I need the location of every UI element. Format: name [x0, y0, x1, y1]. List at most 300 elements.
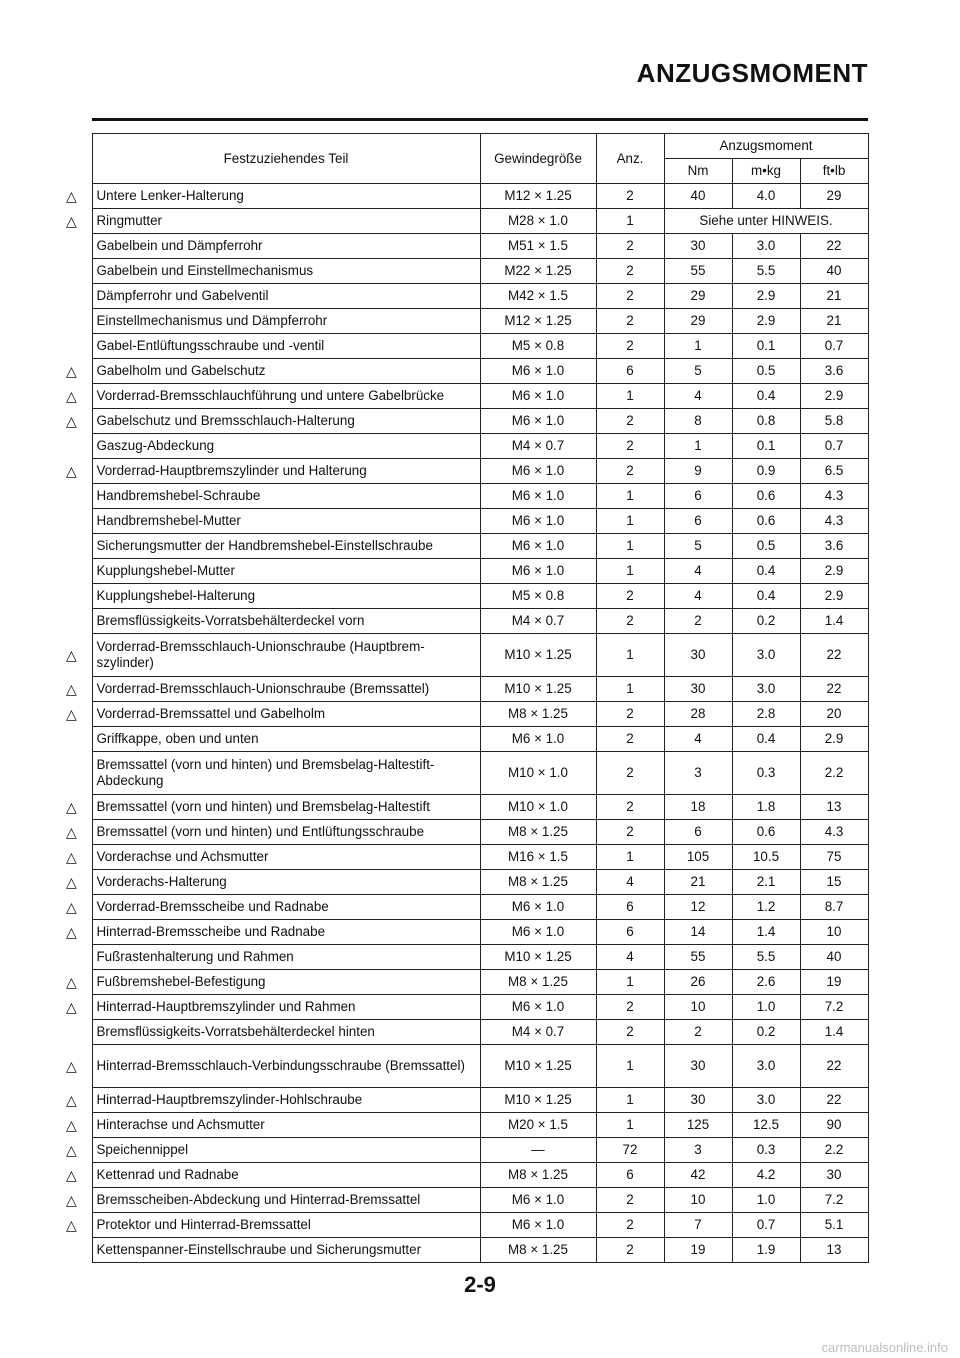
nm-cell: 30: [664, 634, 732, 677]
mkg-cell: 0.1: [732, 434, 800, 459]
mkg-cell: 0.4: [732, 559, 800, 584]
warning-triangle-icon: [62, 509, 92, 534]
thread-cell: M6 × 1.0: [480, 995, 596, 1020]
title-rule: [92, 118, 868, 121]
nm-cell: 28: [664, 702, 732, 727]
ftlb-cell: 2.2: [800, 1138, 868, 1163]
part-cell: Handbremshebel-Schraube: [92, 484, 480, 509]
ftlb-cell: 0.7: [800, 434, 868, 459]
ftlb-cell: 8.7: [800, 895, 868, 920]
mkg-cell: 5.5: [732, 259, 800, 284]
warning-triangle-icon: [62, 609, 92, 634]
warning-triangle-icon: [62, 484, 92, 509]
warning-triangle-icon: [62, 559, 92, 584]
table-row: [62, 677, 868, 702]
thread-cell: M10 × 1.0: [480, 752, 596, 795]
table-row: [62, 359, 868, 384]
nm-cell: 29: [664, 284, 732, 309]
part-cell: Gabelholm und Gabelschutz: [92, 359, 480, 384]
qty-cell: 2: [596, 459, 664, 484]
qty-cell: 2: [596, 995, 664, 1020]
mkg-cell: 12.5: [732, 1113, 800, 1138]
part-cell: Speichennippel: [92, 1138, 480, 1163]
nm-cell: 1: [664, 334, 732, 359]
ftlb-cell: 21: [800, 284, 868, 309]
part-column-header: Festzuziehendes Teil: [92, 134, 480, 184]
part-cell: Bremsflüssigkeits-Vorratsbehälterdeckel hinten: [92, 1020, 480, 1045]
table-row: [62, 820, 868, 845]
part-cell: Vorderrad-Bremsschlauch-Unionschraube (Bremssattel): [92, 677, 480, 702]
warning-triangle-icon: △: [66, 824, 77, 840]
table-row: [62, 970, 868, 995]
table-row: [62, 484, 868, 509]
ftlb-cell: 3.6: [800, 359, 868, 384]
qty-cell: 1: [596, 534, 664, 559]
part-cell: Vorderachse und Achsmutter: [92, 845, 480, 870]
mkg-cell: 0.4: [732, 727, 800, 752]
thread-cell: M10 × 1.0: [480, 795, 596, 820]
part-cell: Gabelschutz und Bremsschlauch-Halterung: [92, 409, 480, 434]
nm-cell: 2: [664, 1020, 732, 1045]
qty-cell: 2: [596, 1213, 664, 1238]
qty-cell: 1: [596, 970, 664, 995]
nm-cell: 4: [664, 384, 732, 409]
qty-cell: 2: [596, 727, 664, 752]
qty-cell: 72: [596, 1138, 664, 1163]
warning-triangle-icon: △: [66, 463, 77, 479]
ftlb-cell: 40: [800, 945, 868, 970]
mkg-cell: 4.0: [732, 184, 800, 209]
qty-cell: 1: [596, 559, 664, 584]
thread-cell: M10 × 1.25: [480, 945, 596, 970]
part-cell: Untere Lenker-Halterung: [92, 184, 480, 209]
ftlb-cell: 4.3: [800, 509, 868, 534]
qty-cell: 2: [596, 1188, 664, 1213]
table-row: [62, 870, 868, 895]
qty-cell: 6: [596, 1163, 664, 1188]
qty-cell: 6: [596, 895, 664, 920]
table-row: [62, 534, 868, 559]
ftlb-cell: 22: [800, 1088, 868, 1113]
torque-table: [62, 133, 869, 1263]
warning-triangle-icon: △: [66, 363, 77, 379]
nm-cell: 55: [664, 259, 732, 284]
thread-cell: M6 × 1.0: [480, 509, 596, 534]
thread-cell: M6 × 1.0: [480, 534, 596, 559]
mkg-column-header: m•kg: [732, 159, 800, 184]
warning-triangle-icon: [62, 727, 92, 752]
table-row: [62, 309, 868, 334]
part-cell: Einstellmechanismus und Dämpferrohr: [92, 309, 480, 334]
qty-cell: 1: [596, 509, 664, 534]
nm-cell: 3: [664, 752, 732, 795]
table-row: [62, 1238, 868, 1263]
table-row: [62, 795, 868, 820]
warning-triangle-icon: △: [66, 849, 77, 865]
thread-cell: M22 × 1.25: [480, 259, 596, 284]
ftlb-cell: 22: [800, 677, 868, 702]
mkg-cell: 0.2: [732, 1020, 800, 1045]
mkg-cell: 2.9: [732, 284, 800, 309]
qty-cell: 6: [596, 920, 664, 945]
qty-cell: 2: [596, 259, 664, 284]
nm-cell: 6: [664, 820, 732, 845]
thread-cell: M8 × 1.25: [480, 820, 596, 845]
qty-cell: 2: [596, 284, 664, 309]
qty-cell: 2: [596, 702, 664, 727]
table-row: [62, 1188, 868, 1213]
ftlb-cell: 5.1: [800, 1213, 868, 1238]
table-row: [62, 1113, 868, 1138]
thread-cell: M8 × 1.25: [480, 702, 596, 727]
warning-triangle-icon: [62, 1020, 92, 1045]
table-row: [62, 209, 868, 234]
ftlb-column-header: ft•lb: [800, 159, 868, 184]
part-cell: Dämpferrohr und Gabelventil: [92, 284, 480, 309]
warning-triangle-icon: △: [66, 1058, 77, 1074]
qty-cell: 6: [596, 359, 664, 384]
nm-cell: 30: [664, 677, 732, 702]
mkg-cell: 0.5: [732, 359, 800, 384]
part-cell: Handbremshebel-Mutter: [92, 509, 480, 534]
thread-cell: M6 × 1.0: [480, 459, 596, 484]
thread-cell: M8 × 1.25: [480, 970, 596, 995]
ftlb-cell: 15: [800, 870, 868, 895]
warning-triangle-icon: △: [66, 1167, 77, 1183]
warning-triangle-icon: [62, 334, 92, 359]
qty-cell: 1: [596, 1045, 664, 1088]
part-cell: Ringmutter: [92, 209, 480, 234]
ftlb-cell: 30: [800, 1163, 868, 1188]
qty-cell: 1: [596, 845, 664, 870]
warning-triangle-icon: [62, 434, 92, 459]
warning-triangle-icon: △: [66, 388, 77, 404]
warning-triangle-icon: △: [66, 1217, 77, 1233]
qty-cell: 2: [596, 434, 664, 459]
torque-column-header: Anzugsmoment: [664, 134, 868, 159]
qty-cell: 2: [596, 1238, 664, 1263]
qty-column-header: Anz.: [596, 134, 664, 184]
ftlb-cell: 22: [800, 234, 868, 259]
qty-cell: 1: [596, 677, 664, 702]
ftlb-cell: 5.8: [800, 409, 868, 434]
table-row: [62, 1213, 868, 1238]
warning-triangle-icon: [62, 259, 92, 284]
mkg-cell: 0.1: [732, 334, 800, 359]
part-cell: Vorderrad-Hauptbremszylinder und Halterung: [92, 459, 480, 484]
mkg-cell: 2.8: [732, 702, 800, 727]
table-row: [62, 995, 868, 1020]
mkg-cell: 0.2: [732, 609, 800, 634]
thread-cell: —: [480, 1138, 596, 1163]
mkg-cell: 3.0: [732, 634, 800, 677]
nm-cell: 19: [664, 1238, 732, 1263]
thread-cell: M6 × 1.0: [480, 895, 596, 920]
mkg-cell: 1.0: [732, 995, 800, 1020]
nm-cell: 1: [664, 434, 732, 459]
thread-cell: M42 × 1.5: [480, 284, 596, 309]
qty-cell: 1: [596, 384, 664, 409]
qty-cell: 1: [596, 1088, 664, 1113]
table-row: [62, 509, 868, 534]
table-row: [62, 459, 868, 484]
mark-header: [62, 134, 92, 184]
part-cell: Vorderrad-Bremsscheibe und Radnabe: [92, 895, 480, 920]
nm-cell: 10: [664, 1188, 732, 1213]
warning-triangle-icon: [62, 945, 92, 970]
mkg-cell: 2.1: [732, 870, 800, 895]
warning-triangle-icon: [62, 584, 92, 609]
mkg-cell: 0.8: [732, 409, 800, 434]
table-row: [62, 284, 868, 309]
nm-cell: 2: [664, 609, 732, 634]
thread-cell: M4 × 0.7: [480, 1020, 596, 1045]
nm-cell: 18: [664, 795, 732, 820]
table-row: [62, 334, 868, 359]
part-cell: Gabelbein und Dämpferrohr: [92, 234, 480, 259]
ftlb-cell: 2.9: [800, 584, 868, 609]
warning-triangle-icon: △: [66, 1192, 77, 1208]
mkg-cell: 0.3: [732, 752, 800, 795]
qty-cell: 2: [596, 820, 664, 845]
table-row: [62, 409, 868, 434]
warning-triangle-icon: △: [66, 1092, 77, 1108]
mkg-cell: 2.6: [732, 970, 800, 995]
thread-cell: M51 × 1.5: [480, 234, 596, 259]
nm-cell: 9: [664, 459, 732, 484]
warning-triangle-icon: △: [66, 874, 77, 890]
qty-cell: 2: [596, 409, 664, 434]
part-cell: Kettenrad und Radnabe: [92, 1163, 480, 1188]
ftlb-cell: 1.4: [800, 609, 868, 634]
part-cell: Bremssattel (vorn und hinten) und Bremsbelag-Haltestift: [92, 795, 480, 820]
thread-cell: M6 × 1.0: [480, 727, 596, 752]
mkg-cell: 0.6: [732, 509, 800, 534]
nm-cell: 8: [664, 409, 732, 434]
ftlb-cell: 2.9: [800, 727, 868, 752]
warning-triangle-icon: [62, 752, 92, 795]
nm-cell: 4: [664, 584, 732, 609]
thread-cell: M12 × 1.25: [480, 309, 596, 334]
nm-cell: 4: [664, 559, 732, 584]
thread-cell: M8 × 1.25: [480, 870, 596, 895]
nm-cell: 30: [664, 1045, 732, 1088]
torque-table-container: [62, 133, 868, 1263]
part-cell: Fußbremshebel-Befestigung: [92, 970, 480, 995]
thread-cell: M6 × 1.0: [480, 384, 596, 409]
thread-cell: M20 × 1.5: [480, 1113, 596, 1138]
mkg-cell: 0.6: [732, 820, 800, 845]
mkg-cell: 5.5: [732, 945, 800, 970]
page-title: ANZUGSMOMENT: [636, 58, 868, 88]
ftlb-cell: 21: [800, 309, 868, 334]
torque-table-body: [62, 184, 868, 1263]
mkg-cell: 10.5: [732, 845, 800, 870]
ftlb-cell: 7.2: [800, 995, 868, 1020]
warning-triangle-icon: △: [66, 974, 77, 990]
nm-cell: 26: [664, 970, 732, 995]
part-cell: Kupplungshebel-Halterung: [92, 584, 480, 609]
table-row: [62, 1163, 868, 1188]
part-cell: Vorderrad-Bremssattel und Gabelholm: [92, 702, 480, 727]
qty-cell: 2: [596, 234, 664, 259]
part-cell: Hinterrad-Bremsschlauch-Verbindungsschraube (Bremssattel): [92, 1045, 480, 1088]
warning-triangle-icon: [62, 1238, 92, 1263]
nm-cell: 14: [664, 920, 732, 945]
ftlb-cell: 22: [800, 634, 868, 677]
nm-cell: 5: [664, 359, 732, 384]
table-row: [62, 945, 868, 970]
mkg-cell: 1.0: [732, 1188, 800, 1213]
qty-cell: 4: [596, 870, 664, 895]
mkg-cell: 1.2: [732, 895, 800, 920]
table-row: [62, 184, 868, 209]
thread-cell: M6 × 1.0: [480, 1188, 596, 1213]
part-cell: Bremsflüssigkeits-Vorratsbehälterdeckel vorn: [92, 609, 480, 634]
thread-cell: M4 × 0.7: [480, 609, 596, 634]
mkg-cell: 0.4: [732, 384, 800, 409]
part-cell: Bremssattel (vorn und hinten) und Entlüftungsschraube: [92, 820, 480, 845]
ftlb-cell: 2.2: [800, 752, 868, 795]
table-row: [62, 384, 868, 409]
warning-triangle-icon: △: [66, 1142, 77, 1158]
torque-note-cell: Siehe unter HINWEIS.: [664, 209, 868, 234]
mkg-cell: 3.0: [732, 1045, 800, 1088]
ftlb-cell: 90: [800, 1113, 868, 1138]
table-row: [62, 609, 868, 634]
mkg-cell: 0.6: [732, 484, 800, 509]
ftlb-cell: 4.3: [800, 820, 868, 845]
nm-cell: 21: [664, 870, 732, 895]
table-row: [62, 1020, 868, 1045]
mkg-cell: 0.3: [732, 1138, 800, 1163]
thread-cell: M10 × 1.25: [480, 677, 596, 702]
qty-cell: 2: [596, 334, 664, 359]
part-cell: Bremssattel (vorn und hinten) und Bremsbelag-Haltestift-Abdeckung: [92, 752, 480, 795]
warning-triangle-icon: △: [66, 706, 77, 722]
qty-cell: 1: [596, 209, 664, 234]
thread-cell: M8 × 1.25: [480, 1238, 596, 1263]
watermark: carmanualsonline.info: [821, 1340, 948, 1355]
ftlb-cell: 75: [800, 845, 868, 870]
table-row: [62, 1045, 868, 1088]
thread-cell: M10 × 1.25: [480, 1088, 596, 1113]
thread-cell: M6 × 1.0: [480, 559, 596, 584]
qty-cell: 1: [596, 1113, 664, 1138]
ftlb-cell: 22: [800, 1045, 868, 1088]
mkg-cell: 0.5: [732, 534, 800, 559]
warning-triangle-icon: [62, 534, 92, 559]
nm-cell: 105: [664, 845, 732, 870]
nm-cell: 3: [664, 1138, 732, 1163]
warning-triangle-icon: △: [66, 413, 77, 429]
table-row: [62, 1138, 868, 1163]
warning-triangle-icon: △: [66, 188, 77, 204]
qty-cell: 1: [596, 484, 664, 509]
mkg-cell: 3.0: [732, 234, 800, 259]
warning-triangle-icon: △: [66, 647, 77, 663]
ftlb-cell: 40: [800, 259, 868, 284]
part-cell: Gaszug-Abdeckung: [92, 434, 480, 459]
thread-cell: M5 × 0.8: [480, 584, 596, 609]
part-cell: Hinterrad-Hauptbremszylinder und Rahmen: [92, 995, 480, 1020]
part-cell: Bremsscheiben-Abdeckung und Hinterrad-Bremssattel: [92, 1188, 480, 1213]
part-cell: Kupplungshebel-Mutter: [92, 559, 480, 584]
nm-cell: 6: [664, 509, 732, 534]
nm-column-header: Nm: [664, 159, 732, 184]
warning-triangle-icon: △: [66, 681, 77, 697]
table-row: [62, 1088, 868, 1113]
warning-triangle-icon: [62, 234, 92, 259]
nm-cell: 5: [664, 534, 732, 559]
part-cell: Hinterrad-Bremsscheibe und Radnabe: [92, 920, 480, 945]
qty-cell: 1: [596, 634, 664, 677]
warning-triangle-icon: △: [66, 899, 77, 915]
nm-cell: 55: [664, 945, 732, 970]
nm-cell: 29: [664, 309, 732, 334]
table-row: [62, 727, 868, 752]
table-row: [62, 234, 868, 259]
thread-cell: M8 × 1.25: [480, 1163, 596, 1188]
mkg-cell: 3.0: [732, 1088, 800, 1113]
warning-triangle-icon: △: [66, 1117, 77, 1133]
warning-triangle-icon: [62, 309, 92, 334]
qty-cell: 2: [596, 184, 664, 209]
nm-cell: 40: [664, 184, 732, 209]
thread-cell: M16 × 1.5: [480, 845, 596, 870]
table-row: [62, 584, 868, 609]
mkg-cell: 0.9: [732, 459, 800, 484]
mkg-cell: 4.2: [732, 1163, 800, 1188]
warning-triangle-icon: △: [66, 924, 77, 940]
part-cell: Sicherungsmutter der Handbremshebel-Einstellschraube: [92, 534, 480, 559]
thread-cell: M6 × 1.0: [480, 409, 596, 434]
warning-triangle-icon: △: [66, 999, 77, 1015]
part-cell: Griffkappe, oben und unten: [92, 727, 480, 752]
ftlb-cell: 7.2: [800, 1188, 868, 1213]
ftlb-cell: 2.9: [800, 559, 868, 584]
qty-cell: 2: [596, 609, 664, 634]
thread-cell: M5 × 0.8: [480, 334, 596, 359]
warning-triangle-icon: [62, 284, 92, 309]
thread-cell: M10 × 1.25: [480, 1045, 596, 1088]
mkg-cell: 0.4: [732, 584, 800, 609]
thread-cell: M6 × 1.0: [480, 484, 596, 509]
thread-column-header: Gewindegröße: [480, 134, 596, 184]
thread-cell: M12 × 1.25: [480, 184, 596, 209]
table-row: [62, 559, 868, 584]
table-row: [62, 434, 868, 459]
part-cell: Gabelbein und Einstellmechanismus: [92, 259, 480, 284]
mkg-cell: 2.9: [732, 309, 800, 334]
ftlb-cell: 19: [800, 970, 868, 995]
ftlb-cell: 29: [800, 184, 868, 209]
qty-cell: 2: [596, 584, 664, 609]
qty-cell: 4: [596, 945, 664, 970]
table-header-row: [62, 134, 868, 159]
qty-cell: 2: [596, 309, 664, 334]
nm-cell: 30: [664, 234, 732, 259]
table-row: [62, 259, 868, 284]
table-row: [62, 634, 868, 677]
thread-cell: M28 × 1.0: [480, 209, 596, 234]
part-cell: Kettenspanner-Einstellschraube und Sicherungsmutter: [92, 1238, 480, 1263]
table-row: [62, 920, 868, 945]
part-cell: Hinterrad-Hauptbremszylinder-Hohlschraube: [92, 1088, 480, 1113]
part-cell: Vorderrad-Bremsschlauchführung und untere Gabelbrücke: [92, 384, 480, 409]
mkg-cell: 0.7: [732, 1213, 800, 1238]
ftlb-cell: 10: [800, 920, 868, 945]
